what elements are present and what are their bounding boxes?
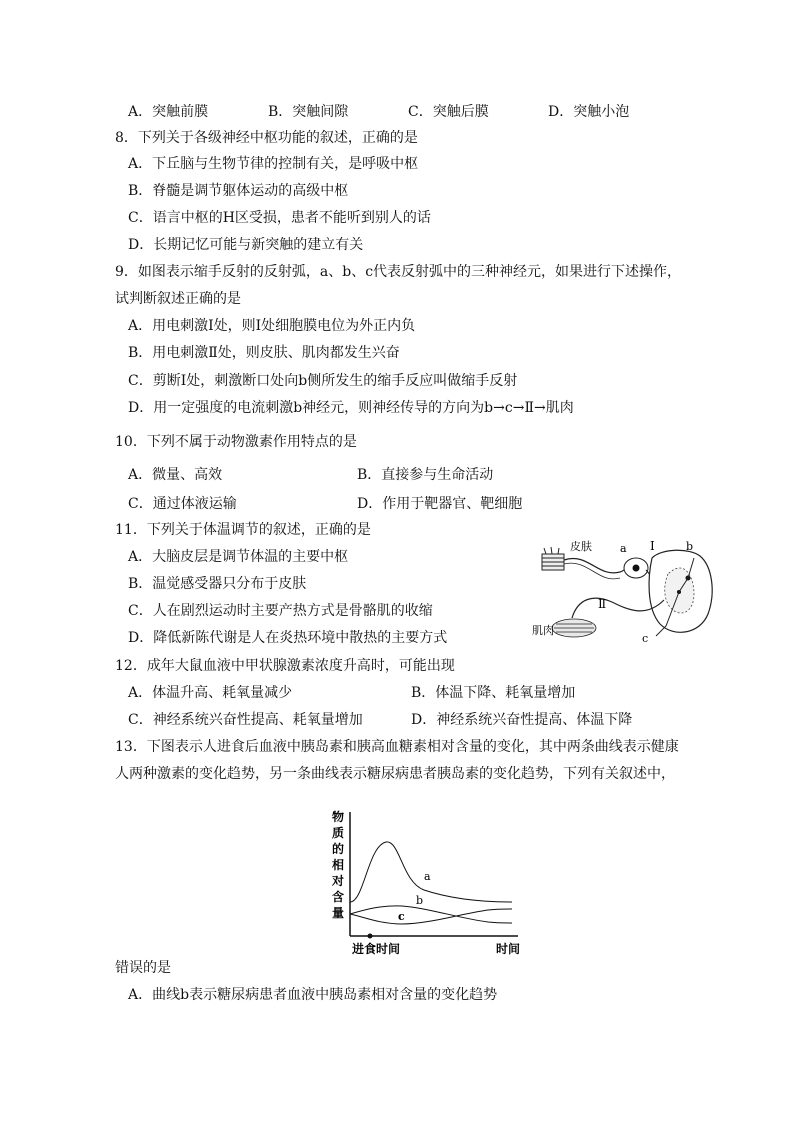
q10-stem: 10．下列不属于动物激素作用特点的是 bbox=[115, 434, 357, 450]
q13-stem-line2: 人两种激素的变化趋势，另一条曲线表示糖尿病患者胰岛素的变化趋势，下列有关叙述中， bbox=[115, 766, 675, 782]
y-label-char-4: 相 bbox=[332, 858, 345, 872]
label-skin: 皮肤 bbox=[570, 540, 592, 553]
q9-option-c: C．剪断Ⅰ处，刺激断口处向b侧所发生的缩手反应叫做缩手反射 bbox=[128, 373, 518, 389]
q9-option-d: D．用一定强度的电流刺激b神经元，则神经传导的方向为b→c→Ⅱ→肌肉 bbox=[128, 400, 574, 416]
q13-stem-line3: 错误的是 bbox=[115, 960, 171, 976]
y-label-char-1: 物 bbox=[332, 810, 345, 824]
x-tick-dot bbox=[368, 934, 373, 939]
y-label-char-5: 对 bbox=[332, 874, 345, 888]
label-roman-2: Ⅱ bbox=[598, 597, 607, 611]
q10-option-a: A．微量、高效 bbox=[128, 467, 223, 483]
q12-option-a: A．体温升高、耗氧量减少 bbox=[128, 685, 293, 701]
q10-option-b: B．直接参与生命活动 bbox=[357, 467, 494, 483]
q11-stem: 11．下列关于体温调节的叙述，正确的是 bbox=[115, 522, 371, 538]
q9-option-b: B．用电刺激Ⅱ处，则皮肤、肌肉都发生兴奋 bbox=[128, 345, 400, 361]
label-muscle: 肌肉 bbox=[532, 624, 554, 637]
label-c: c bbox=[642, 632, 649, 645]
q11-option-b: B．温觉感受器只分布于皮肤 bbox=[128, 576, 307, 592]
x-tick-label: 进食时间 bbox=[352, 942, 401, 956]
reflex-arc-figure bbox=[528, 528, 718, 658]
spinal-cord bbox=[649, 550, 712, 632]
q10-option-d: D．作用于靶器官、靶细胞 bbox=[357, 496, 523, 512]
q7-option-d: D．突触小泡 bbox=[548, 104, 630, 120]
q11-option-c: C．人在剧烈运动时主要产热方式是骨骼肌的收缩 bbox=[128, 603, 433, 619]
hormone-chart bbox=[328, 806, 533, 958]
q7-option-a: A．突触前膜 bbox=[128, 104, 209, 120]
y-label-char-7: 量 bbox=[332, 906, 345, 920]
y-label-char-3: 的 bbox=[332, 842, 345, 856]
q8-option-d: D．长期记忆可能与新突触的建立有关 bbox=[128, 237, 364, 253]
q12-option-b: B．体温下降、耗氧量增加 bbox=[411, 685, 576, 701]
q11-option-d: D．降低新陈代谢是人在炎热环境中散热的主要方式 bbox=[128, 630, 448, 646]
y-label-char-2: 质 bbox=[332, 826, 345, 840]
q11-option-a: A．大脑皮层是调节体温的主要中枢 bbox=[128, 549, 349, 565]
curve-label-c: c bbox=[398, 910, 405, 923]
muscle-icon bbox=[552, 619, 596, 637]
q10-option-c: C．通过体液运输 bbox=[128, 496, 237, 512]
y-label-char-6: 含 bbox=[332, 890, 345, 904]
q8-option-b: B．脊髓是调节躯体运动的高级中枢 bbox=[128, 183, 349, 199]
q7-option-b: B．突触间隙 bbox=[268, 104, 349, 120]
q8-option-a: A．下丘脑与生物节律的控制有关，是呼吸中枢 bbox=[128, 156, 419, 172]
q12-option-d: D．神经系统兴奋性提高、体温下降 bbox=[411, 712, 633, 728]
q13-option-a: A．曲线b表示糖尿病患者血液中胰岛素相对含量的变化趋势 bbox=[128, 987, 498, 1003]
q12-option-c: C．神经系统兴奋性提高、耗氧量增加 bbox=[128, 712, 363, 728]
label-b: b bbox=[686, 540, 694, 553]
x-axis-label: 时间 bbox=[496, 942, 521, 956]
q8-option-c: C．语言中枢的H区受损，患者不能听到别人的话 bbox=[128, 210, 431, 226]
q9-option-a: A．用电刺激Ⅰ处，则Ⅰ处细胞膜电位为外正内负 bbox=[128, 318, 416, 334]
q7-option-c: C．突触后膜 bbox=[408, 104, 489, 120]
q9-stem-line1: 9．如图表示缩手反射的反射弧，a、b、c代表反射弧中的三种神经元，如果进行下述操作， bbox=[115, 264, 682, 280]
q9-stem-line2: 试判断叙述正确的是 bbox=[115, 291, 241, 307]
curve-a bbox=[350, 842, 512, 902]
q12-stem: 12．成年大鼠血液中甲状腺激素浓度升高时，可能出现 bbox=[115, 658, 455, 674]
curve-label-b: b bbox=[416, 894, 424, 907]
skin-icon bbox=[542, 547, 564, 570]
y-axis-label bbox=[331, 809, 344, 920]
q8-stem: 8．下列关于各级神经中枢功能的叙述，正确的是 bbox=[115, 130, 418, 146]
curve-label-a: a bbox=[424, 870, 431, 883]
label-roman-1: Ⅰ bbox=[650, 539, 655, 553]
label-a: a bbox=[620, 542, 627, 555]
q13-stem-line1: 13．下图表示人进食后血液中胰岛素和胰高血糖素相对含量的变化，其中两条曲线表示健康 bbox=[115, 739, 679, 755]
